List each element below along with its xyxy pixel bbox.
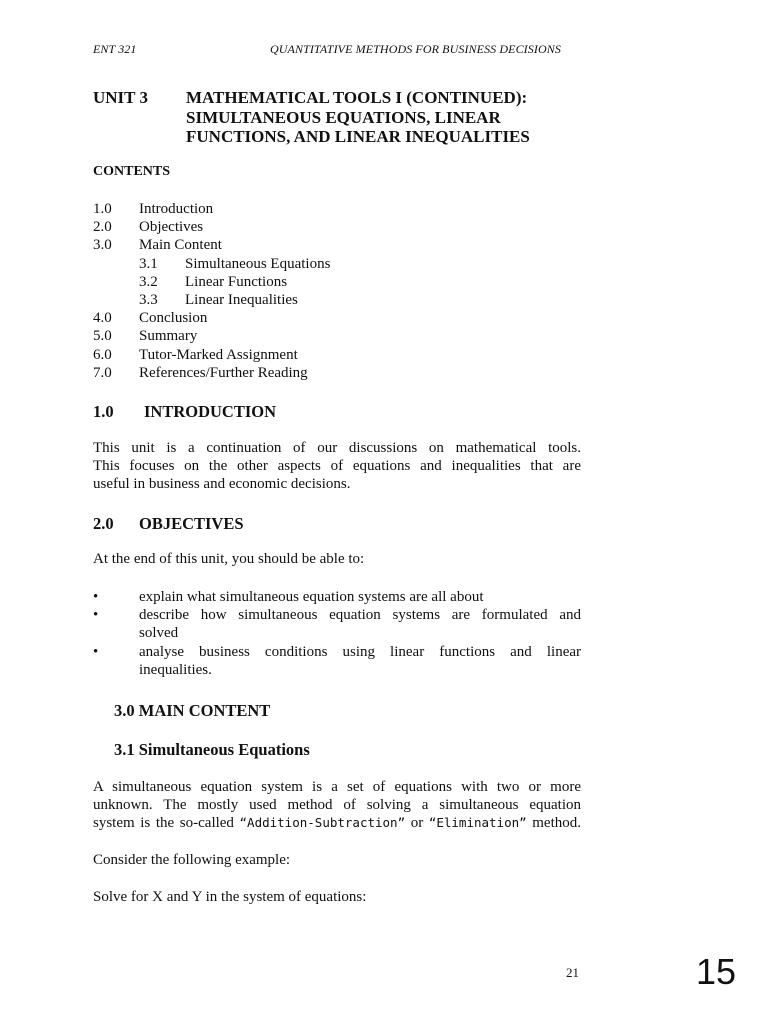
list-item-text: explain what simultaneous equation systems are all about [139, 589, 484, 605]
unit-label: UNIT 3 [93, 88, 148, 107]
toc-item-number: 4.0 [93, 310, 112, 327]
toc-item-label: Objectives [139, 219, 204, 236]
toc-item-label: Introduction [139, 201, 214, 217]
toc-item [93, 218, 493, 236]
paragraph-line: useful in business and economic decisions. [93, 476, 351, 493]
list-item [93, 606, 581, 642]
section-heading-introduction: INTRODUCTION [144, 402, 277, 421]
toc-item-number: 3.0 [93, 237, 112, 254]
objectives-lead: At the end of this unit, you should be able to: [93, 551, 365, 567]
section-number-introduction: 1.0 [93, 402, 114, 421]
paragraph-text: method. [526, 815, 581, 832]
toc-item-number: 1.0 [93, 201, 112, 217]
bullet-icon: • [93, 643, 99, 660]
header-course-title: QUANTITATIVE METHODS FOR BUSINESS DECISIONS [270, 42, 561, 56]
unit-title-line: FUNCTIONS, AND LINEAR INEQUALITIES [186, 127, 530, 146]
paragraph-line: This unit is a continuation of our discussions on mathematical tools. [93, 440, 581, 456]
toc-item-label: Conclusion [139, 310, 208, 327]
toc-item-label: Simultaneous Equations [185, 255, 331, 272]
section-number-objectives: 2.0 [93, 514, 114, 533]
simultaneous-equations-paragraph [93, 778, 581, 833]
toc-item-number: 2.0 [93, 219, 112, 236]
list-item [93, 643, 581, 679]
consider-example-text: Consider the following example: [93, 852, 291, 868]
section-heading-main-content: 3.0 MAIN CONTENT [114, 701, 271, 720]
toc-subitem [93, 255, 493, 273]
toc-item [93, 309, 493, 327]
toc-item-number: 3.3 [139, 291, 158, 308]
contents-heading: CONTENTS [93, 164, 171, 179]
solve-instruction-text: Solve for X and Y in the system of equations: [93, 889, 367, 905]
toc-item [93, 200, 493, 218]
list-item-text: inequalities. [139, 661, 212, 678]
toc-item-label: References/Further Reading [139, 364, 308, 381]
paragraph-text: or [405, 815, 429, 832]
introduction-paragraph [93, 439, 581, 494]
header-course-code: ENT 321 [93, 42, 137, 56]
toc-subitem [93, 291, 493, 309]
unit-title [186, 88, 586, 147]
toc-item-number: 7.0 [93, 364, 112, 381]
list-item-text: solved [139, 625, 179, 642]
quoted-method-name: “Addition-Subtraction” [239, 815, 406, 831]
page-number: 21 [566, 965, 579, 980]
toc-item [93, 346, 493, 364]
toc-item [93, 327, 493, 345]
toc-item-label: Summary [139, 328, 198, 345]
toc-item-label: Tutor-Marked Assignment [139, 346, 298, 363]
section-heading-objectives: OBJECTIVES [139, 514, 244, 533]
toc-item-number: 5.0 [93, 328, 112, 345]
paragraph-line: unknown. The mostly used method of solving a simultaneous equation [93, 797, 581, 814]
list-item-text: analyse business conditions using linear functions and linear [139, 643, 581, 660]
toc-item-label: Main Content [139, 237, 222, 254]
paragraph-text: system is the so-called [93, 815, 240, 832]
toc-item-number: 6.0 [93, 346, 112, 363]
paragraph-line [93, 814, 581, 832]
toc-item [93, 236, 493, 254]
toc-item-label: Linear Functions [185, 273, 288, 290]
toc-item-number: 3.2 [139, 273, 158, 290]
bullet-icon: • [93, 589, 99, 605]
toc-item-number: 3.1 [139, 255, 158, 272]
paragraph-line: A simultaneous equation system is a set of equations with two or more [93, 779, 581, 795]
table-of-contents [93, 200, 493, 382]
subsection-heading-simultaneous-equations: 3.1 Simultaneous Equations [114, 740, 310, 759]
viewer-page-number: 15 [696, 951, 737, 992]
unit-title-line: SIMULTANEOUS EQUATIONS, LINEAR [186, 107, 501, 127]
list-item [93, 588, 581, 606]
toc-item [93, 364, 493, 382]
paragraph-line: This focuses on the other aspects of equations and inequalities that are [93, 458, 581, 475]
toc-item-label: Linear Inequalities [185, 291, 298, 308]
bullet-icon: • [93, 607, 99, 624]
toc-subitem [93, 273, 493, 291]
quoted-method-name: “Elimination” [428, 815, 527, 831]
list-item-text: describe how simultaneous equation systems are formulated and [139, 607, 581, 624]
objectives-list [93, 588, 581, 679]
unit-title-line: MATHEMATICAL TOOLS I (CONTINUED): [186, 88, 528, 107]
